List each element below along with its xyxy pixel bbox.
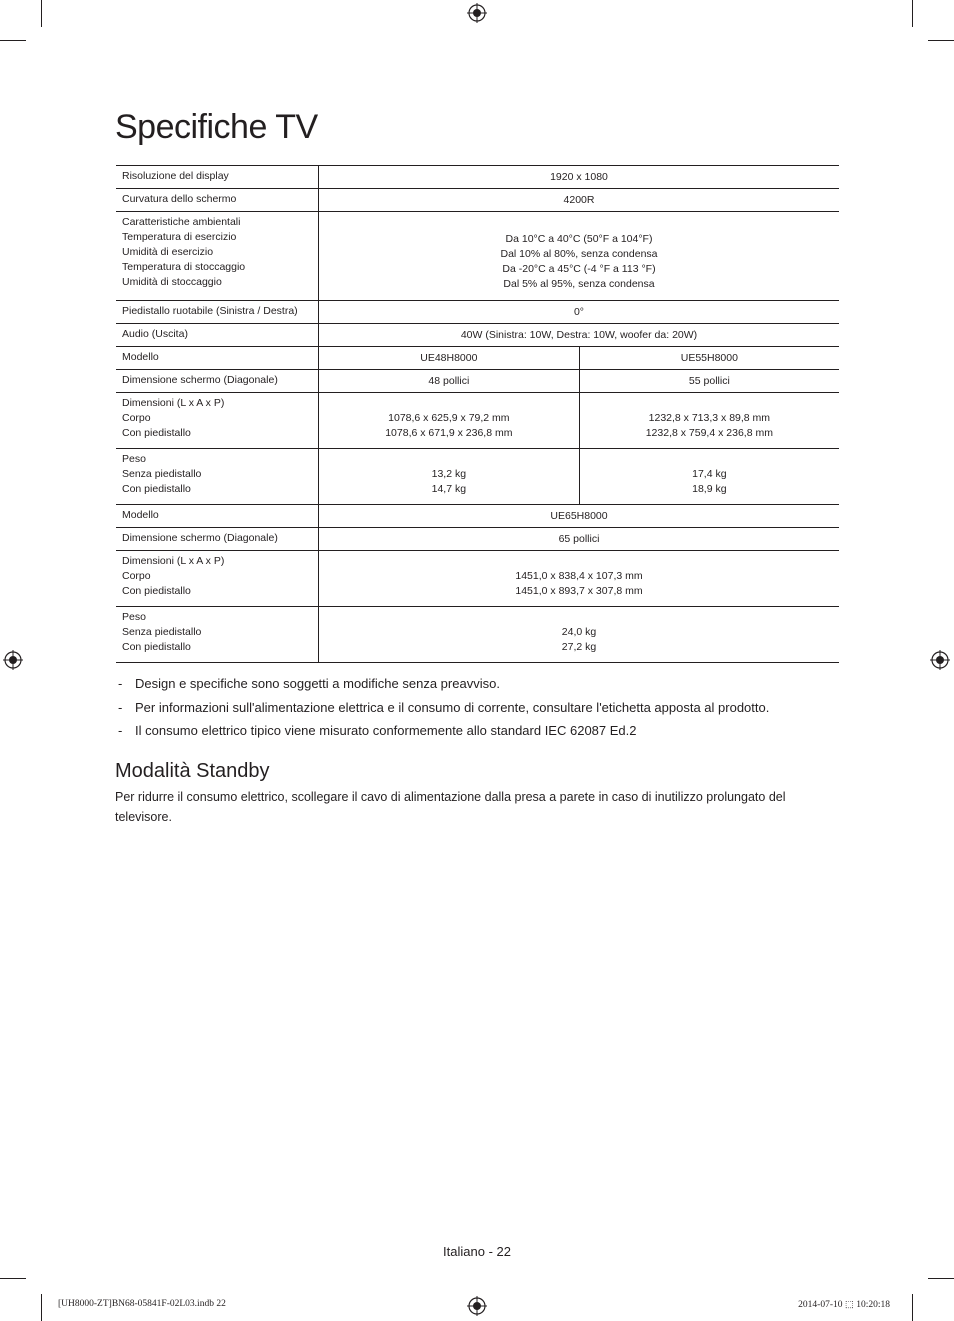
- value-line: 1232,8 x 759,4 x 236,8 mm: [645, 426, 773, 439]
- label-line: Senza piedistallo: [122, 626, 202, 638]
- table-row: [116, 505, 839, 528]
- label-line: Senza piedistallo: [122, 468, 202, 480]
- table-row: [116, 212, 839, 301]
- value-line: 14,7 kg: [431, 482, 467, 495]
- row-value: 40W (Sinistra: 10W, Destra: 10W, woofer da: 20W): [319, 324, 840, 347]
- label-line: Peso: [122, 611, 146, 623]
- value-line: Dal 10% al 80%, senza condensa: [500, 248, 658, 260]
- label-line: Dimensioni (L x A x P): [122, 397, 225, 409]
- label-line: Corpo: [122, 412, 151, 424]
- standby-heading: Modalità Standby: [115, 760, 270, 782]
- row-label: [116, 393, 319, 449]
- row-value-right: UE55H8000: [579, 347, 839, 370]
- row-value-left: [319, 449, 580, 505]
- table-row: [116, 551, 839, 607]
- registration-mark-icon: [3, 650, 23, 670]
- row-value: 4200R: [319, 189, 840, 212]
- note-bullet: -: [118, 723, 123, 738]
- row-label: Risoluzione del display: [116, 166, 319, 189]
- table-row: [116, 166, 839, 189]
- row-value: [319, 607, 840, 663]
- value-line: 1451,0 x 893,7 x 307,8 mm: [515, 584, 643, 597]
- row-value: UE65H8000: [319, 505, 840, 528]
- value-line: 17,4 kg: [692, 467, 727, 480]
- row-value-right: [579, 393, 839, 449]
- row-value-right: 55 pollici: [579, 370, 839, 393]
- value-line: 27,2 kg: [561, 640, 597, 653]
- row-label: Modello: [116, 347, 319, 370]
- row-label: [116, 449, 319, 505]
- label-line: Caratteristiche ambientali: [122, 216, 241, 228]
- crop-mark: [928, 40, 954, 41]
- row-value: [319, 551, 840, 607]
- label-line: Umidità di esercizio: [122, 246, 214, 258]
- table-row: [116, 189, 839, 212]
- label-line: Umidità di stoccaggio: [122, 276, 222, 288]
- value-line: 1078,6 x 625,9 x 79,2 mm: [388, 411, 510, 424]
- page-title: Specifiche TV: [115, 108, 318, 146]
- label-line: Con piedistallo: [122, 641, 191, 653]
- row-value-left: [319, 393, 580, 449]
- page-number: Italiano - 22: [443, 1244, 511, 1259]
- label-line: Con piedistallo: [122, 427, 191, 439]
- value-line: 1451,0 x 838,4 x 107,3 mm: [515, 569, 643, 582]
- note-item: [116, 672, 769, 696]
- table-row: [116, 528, 839, 551]
- row-label: Dimensione schermo (Diagonale): [116, 528, 319, 551]
- label-line: Con piedistallo: [122, 585, 191, 597]
- print-slug-date: 2014-07-10 ⬚ 10:20:18: [798, 1300, 890, 1310]
- label-line: Temperatura di esercizio: [122, 231, 237, 243]
- table-row: [116, 607, 839, 663]
- spec-table: [116, 165, 839, 663]
- row-label: [116, 212, 319, 301]
- table-row: [116, 393, 839, 449]
- value-line: 13,2 kg: [431, 467, 467, 480]
- crop-mark: [0, 40, 26, 41]
- label-line: Temperatura di stoccaggio: [122, 261, 246, 273]
- value-line: Da 10°C a 40°C (50°F a 104°F): [505, 233, 653, 245]
- crop-mark: [0, 1278, 26, 1279]
- crop-mark: [41, 0, 42, 27]
- row-value: 65 pollici: [319, 528, 840, 551]
- row-label: Curvatura dello schermo: [116, 189, 319, 212]
- label-line: Peso: [122, 453, 146, 465]
- row-label: [116, 551, 319, 607]
- row-label: Piedistallo ruotabile (Sinistra / Destra): [116, 301, 319, 324]
- note-text: Design e specifiche sono soggetti a modifiche senza preavviso.: [135, 676, 500, 691]
- table-row: [116, 449, 839, 505]
- crop-mark: [912, 1294, 913, 1321]
- row-label: Modello: [116, 505, 319, 528]
- value-line: 1078,6 x 671,9 x 236,8 mm: [385, 426, 513, 439]
- value-line: Da -20°C a 45°C (-4 °F a 113 °F): [502, 263, 656, 275]
- note-item: [116, 719, 769, 743]
- value-line: Dal 5% al 95%, senza condensa: [503, 278, 655, 290]
- row-value: 0°: [319, 301, 840, 324]
- value-line: 1232,8 x 713,3 x 89,8 mm: [648, 411, 771, 424]
- row-value-left: UE48H8000: [319, 347, 580, 370]
- table-row: [116, 301, 839, 324]
- table-row: [116, 347, 839, 370]
- note-text: Il consumo elettrico tipico viene misurato conformemente allo standard IEC 62087 Ed.2: [135, 723, 637, 738]
- notes-list: [116, 672, 769, 743]
- crop-mark: [41, 1294, 42, 1321]
- registration-mark-icon: [930, 650, 950, 670]
- crop-mark: [912, 0, 913, 27]
- crop-mark: [928, 1278, 954, 1279]
- note-bullet: -: [118, 699, 123, 715]
- table-row: [116, 370, 839, 393]
- note-bullet: -: [118, 676, 123, 691]
- row-value-left: 48 pollici: [319, 370, 580, 393]
- row-label: Dimensione schermo (Diagonale): [116, 370, 319, 393]
- registration-mark-icon: [467, 1296, 487, 1316]
- value-line: 18,9 kg: [692, 482, 727, 495]
- print-slug-file: [UH8000-ZT]BN68-05841F-02L03.indb 22: [58, 1299, 226, 1309]
- label-line: Con piedistallo: [122, 483, 191, 495]
- standby-paragraph: Per ridurre il consumo elettrico, scollegare il cavo di alimentazione dalla presa a parete in caso di inutilizzo prolungato del televisore.: [115, 790, 786, 824]
- value-line: 24,0 kg: [561, 625, 597, 638]
- row-label: Audio (Uscita): [116, 324, 319, 347]
- row-label: [116, 607, 319, 663]
- registration-mark-icon: [467, 3, 487, 23]
- note-text: Per informazioni sull'alimentazione elettrica e il consumo di corrente, consultare l'etichetta apposta al prodotto.: [135, 699, 770, 715]
- row-value: 1920 x 1080: [319, 166, 840, 189]
- label-line: Corpo: [122, 570, 151, 582]
- table-row: [116, 324, 839, 347]
- note-item: [116, 696, 769, 720]
- label-line: Dimensioni (L x A x P): [122, 555, 225, 567]
- row-value-right: [579, 449, 839, 505]
- row-value: [319, 212, 840, 301]
